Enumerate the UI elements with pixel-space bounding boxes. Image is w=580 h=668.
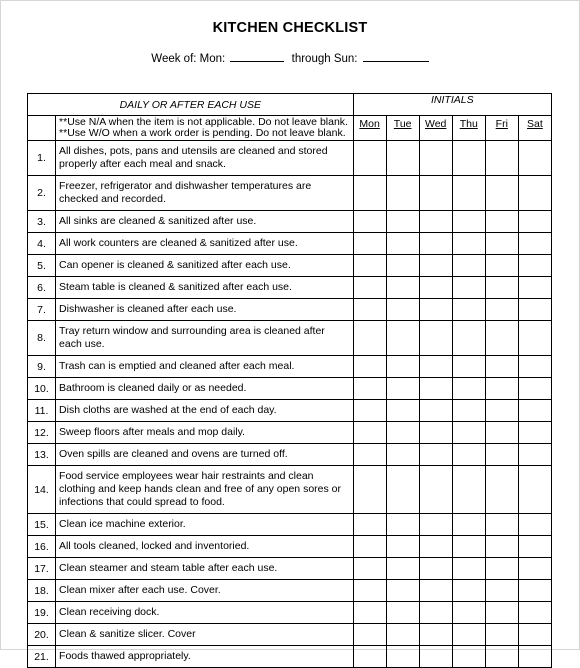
- initials-cell-fri[interactable]: [485, 558, 518, 580]
- initials-cell-fri[interactable]: [485, 176, 518, 211]
- initials-cell-tue[interactable]: [386, 580, 419, 602]
- initials-cell-tue[interactable]: [386, 211, 419, 233]
- initials-cell-tue[interactable]: [386, 176, 419, 211]
- initials-cell-fri[interactable]: [485, 277, 518, 299]
- task-text: Trash can is emptied and cleaned after each meal.: [56, 356, 354, 378]
- day-header-fri: Fri: [485, 116, 518, 141]
- initials-cell-fri[interactable]: [485, 141, 518, 176]
- initials-cell-wed[interactable]: [419, 299, 452, 321]
- initials-cell-fri[interactable]: [485, 378, 518, 400]
- task-text: All sinks are cleaned & sanitized after use.: [56, 211, 354, 233]
- note-num-cell: [28, 116, 56, 141]
- initials-cell-mon[interactable]: [353, 466, 386, 514]
- task-text: All dishes, pots, pans and utensils are cleaned and stored properly after each meal and snack.: [56, 141, 354, 176]
- initials-cell-wed[interactable]: [419, 624, 452, 646]
- task-text: Freezer, refrigerator and dishwasher temperatures are checked and recorded.: [56, 176, 354, 211]
- initials-cell-tue[interactable]: [386, 558, 419, 580]
- initials-cell-wed[interactable]: [419, 558, 452, 580]
- row-number: 7.: [28, 299, 56, 321]
- initials-cell-sat[interactable]: [518, 444, 551, 466]
- initials-cell-tue[interactable]: [386, 233, 419, 255]
- initials-cell-fri[interactable]: [485, 299, 518, 321]
- row-number: 9.: [28, 356, 56, 378]
- initials-cell-fri[interactable]: [485, 536, 518, 558]
- initials-cell-thu[interactable]: [452, 646, 485, 668]
- initials-cell-fri[interactable]: [485, 233, 518, 255]
- initials-cell-thu[interactable]: [452, 176, 485, 211]
- initials-cell-thu[interactable]: [452, 356, 485, 378]
- row-number: 1.: [28, 141, 56, 176]
- task-text: Clean receiving dock.: [56, 602, 354, 624]
- initials-cell-fri[interactable]: [485, 580, 518, 602]
- initials-cell-tue[interactable]: [386, 299, 419, 321]
- initials-cell-thu[interactable]: [452, 321, 485, 356]
- initials-cell-fri[interactable]: [485, 356, 518, 378]
- note-na: **Use N/A when the item is not applicable. Do not leave blank.: [59, 116, 348, 128]
- task-text: All work counters are cleaned & sanitized after use.: [56, 233, 354, 255]
- task-text: Bathroom is cleaned daily or as needed.: [56, 378, 354, 400]
- initials-cell-sat[interactable]: [518, 255, 551, 277]
- task-text: All tools cleaned, locked and inventoried.: [56, 536, 354, 558]
- row-number: 11.: [28, 400, 56, 422]
- initials-cell-wed[interactable]: [419, 176, 452, 211]
- initials-cell-tue[interactable]: [386, 255, 419, 277]
- initials-cell-sat[interactable]: [518, 422, 551, 444]
- initials-cell-thu[interactable]: [452, 444, 485, 466]
- initials-cell-tue[interactable]: [386, 400, 419, 422]
- initials-header: INITIALS: [353, 94, 551, 116]
- initials-cell-sat[interactable]: [518, 321, 551, 356]
- week-sun-blank[interactable]: [363, 51, 429, 62]
- checklist-row: [28, 624, 552, 646]
- row-number: 14.: [28, 466, 56, 514]
- initials-cell-mon[interactable]: [353, 255, 386, 277]
- initials-cell-wed[interactable]: [419, 400, 452, 422]
- initials-cell-tue[interactable]: [386, 378, 419, 400]
- initials-cell-tue[interactable]: [386, 277, 419, 299]
- initials-cell-thu[interactable]: [452, 211, 485, 233]
- initials-cell-mon[interactable]: [353, 624, 386, 646]
- initials-cell-tue[interactable]: [386, 514, 419, 536]
- task-text: Oven spills are cleaned and ovens are turned off.: [56, 444, 354, 466]
- checklist-row: [28, 141, 552, 176]
- initials-cell-mon[interactable]: [353, 422, 386, 444]
- initials-cell-thu[interactable]: [452, 558, 485, 580]
- initials-cell-tue[interactable]: [386, 536, 419, 558]
- checklist-row: [28, 211, 552, 233]
- initials-cell-fri[interactable]: [485, 514, 518, 536]
- initials-cell-sat[interactable]: [518, 514, 551, 536]
- initials-cell-thu[interactable]: [452, 536, 485, 558]
- note-wo: **Use W/O when a work order is pending. Do not leave blank.: [59, 127, 346, 139]
- day-header-sat: Sat: [518, 116, 551, 141]
- initials-cell-sat[interactable]: [518, 299, 551, 321]
- row-number: 6.: [28, 277, 56, 299]
- task-text: Dishwasher is cleaned after each use.: [56, 299, 354, 321]
- initials-cell-fri[interactable]: [485, 400, 518, 422]
- initials-cell-wed[interactable]: [419, 602, 452, 624]
- initials-cell-tue[interactable]: [386, 422, 419, 444]
- initials-cell-fri[interactable]: [485, 444, 518, 466]
- initials-cell-mon[interactable]: [353, 558, 386, 580]
- initials-cell-wed[interactable]: [419, 444, 452, 466]
- row-number: 15.: [28, 514, 56, 536]
- initials-cell-thu[interactable]: [452, 255, 485, 277]
- checklist-row: [28, 422, 552, 444]
- row-number: 8.: [28, 321, 56, 356]
- initials-cell-mon[interactable]: [353, 233, 386, 255]
- initials-cell-thu[interactable]: [452, 602, 485, 624]
- checklist-row: [28, 378, 552, 400]
- checklist-row: [28, 580, 552, 602]
- initials-cell-wed[interactable]: [419, 536, 452, 558]
- initials-cell-fri[interactable]: [485, 422, 518, 444]
- initials-cell-mon[interactable]: [353, 176, 386, 211]
- row-number: 2.: [28, 176, 56, 211]
- initials-cell-fri[interactable]: [485, 466, 518, 514]
- initials-cell-wed[interactable]: [419, 211, 452, 233]
- initials-cell-wed[interactable]: [419, 514, 452, 536]
- initials-cell-sat[interactable]: [518, 602, 551, 624]
- initials-cell-fri[interactable]: [485, 255, 518, 277]
- week-line: [0, 51, 580, 65]
- initials-cell-wed[interactable]: [419, 255, 452, 277]
- page-title: KITCHEN CHECKLIST: [212, 20, 368, 36]
- row-number: 10.: [28, 378, 56, 400]
- checklist-row: [28, 176, 552, 211]
- initials-cell-mon[interactable]: [353, 356, 386, 378]
- initials-cell-fri[interactable]: [485, 602, 518, 624]
- task-text: Sweep floors after meals and mop daily.: [56, 422, 354, 444]
- initials-cell-wed[interactable]: [419, 233, 452, 255]
- checklist-row: [28, 514, 552, 536]
- initials-cell-tue[interactable]: [386, 444, 419, 466]
- initials-cell-sat[interactable]: [518, 378, 551, 400]
- checklist-row: [28, 646, 552, 668]
- initials-cell-fri[interactable]: [485, 624, 518, 646]
- initials-cell-sat[interactable]: [518, 211, 551, 233]
- initials-cell-sat[interactable]: [518, 356, 551, 378]
- task-text: Clean ice machine exterior.: [56, 514, 354, 536]
- initials-cell-sat[interactable]: [518, 141, 551, 176]
- initials-cell-sat[interactable]: [518, 233, 551, 255]
- initials-cell-mon[interactable]: [353, 444, 386, 466]
- initials-cell-mon[interactable]: [353, 646, 386, 668]
- checklist-table: [27, 93, 552, 668]
- task-text: Steam table is cleaned & sanitized after each use.: [56, 277, 354, 299]
- checklist-row: [28, 602, 552, 624]
- initials-cell-sat[interactable]: [518, 277, 551, 299]
- task-text: Clean & sanitize slicer. Cover: [56, 624, 354, 646]
- task-text: Foods thawed appropriately.: [56, 646, 354, 668]
- initials-cell-mon[interactable]: [353, 277, 386, 299]
- task-text: Food service employees wear hair restraints and clean clothing and keep hands clean and free of any open sores or infections that could spread to food.: [56, 466, 354, 514]
- initials-cell-sat[interactable]: [518, 580, 551, 602]
- task-text: Tray return window and surrounding area is cleaned after each use.: [56, 321, 354, 356]
- checklist-row: [28, 299, 552, 321]
- initials-cell-thu[interactable]: [452, 141, 485, 176]
- week-sun-label: through Sun:: [291, 53, 358, 65]
- initials-cell-wed[interactable]: [419, 422, 452, 444]
- week-mon-blank[interactable]: [230, 51, 284, 62]
- initials-cell-tue[interactable]: [386, 321, 419, 356]
- initials-cell-thu[interactable]: [452, 277, 485, 299]
- initials-cell-mon[interactable]: [353, 378, 386, 400]
- initials-cell-thu[interactable]: [452, 378, 485, 400]
- row-number: 19.: [28, 602, 56, 624]
- checklist-row: [28, 466, 552, 514]
- section-header: DAILY OR AFTER EACH USE: [28, 94, 354, 116]
- initials-cell-wed[interactable]: [419, 646, 452, 668]
- checklist-row: [28, 321, 552, 356]
- initials-cell-mon[interactable]: [353, 321, 386, 356]
- initials-cell-thu[interactable]: [452, 400, 485, 422]
- day-header-thu: Thu: [452, 116, 485, 141]
- initials-cell-thu[interactable]: [452, 422, 485, 444]
- task-text: Clean mixer after each use. Cover.: [56, 580, 354, 602]
- row-number: 20.: [28, 624, 56, 646]
- initials-cell-fri[interactable]: [485, 646, 518, 668]
- row-number: 13.: [28, 444, 56, 466]
- initials-cell-tue[interactable]: [386, 624, 419, 646]
- checklist-row: [28, 536, 552, 558]
- day-header-wed: Wed: [419, 116, 452, 141]
- initials-cell-sat[interactable]: [518, 536, 551, 558]
- row-number: 12.: [28, 422, 56, 444]
- initials-cell-thu[interactable]: [452, 514, 485, 536]
- initials-cell-thu[interactable]: [452, 299, 485, 321]
- initials-cell-fri[interactable]: [485, 211, 518, 233]
- checklist-row: [28, 277, 552, 299]
- initials-cell-tue[interactable]: [386, 646, 419, 668]
- task-text: Can opener is cleaned & sanitized after each use.: [56, 255, 354, 277]
- initials-cell-wed[interactable]: [419, 277, 452, 299]
- initials-cell-mon[interactable]: [353, 602, 386, 624]
- initials-cell-tue[interactable]: [386, 141, 419, 176]
- checklist-row: [28, 356, 552, 378]
- initials-cell-wed[interactable]: [419, 356, 452, 378]
- initials-cell-thu[interactable]: [452, 624, 485, 646]
- row-number: 4.: [28, 233, 56, 255]
- initials-cell-mon[interactable]: [353, 514, 386, 536]
- initials-cell-mon[interactable]: [353, 580, 386, 602]
- week-mon-label: Week of: Mon:: [151, 53, 226, 65]
- initials-cell-wed[interactable]: [419, 141, 452, 176]
- initials-cell-mon[interactable]: [353, 299, 386, 321]
- initials-cell-wed[interactable]: [419, 321, 452, 356]
- initials-cell-mon[interactable]: [353, 400, 386, 422]
- row-number: 17.: [28, 558, 56, 580]
- initials-cell-mon[interactable]: [353, 536, 386, 558]
- initials-cell-tue[interactable]: [386, 466, 419, 514]
- initials-cell-wed[interactable]: [419, 580, 452, 602]
- checklist-row: [28, 255, 552, 277]
- row-number: 5.: [28, 255, 56, 277]
- checklist-body: [28, 94, 552, 668]
- row-number: 16.: [28, 536, 56, 558]
- initials-cell-sat[interactable]: [518, 624, 551, 646]
- initials-cell-mon[interactable]: [353, 211, 386, 233]
- checklist-row: [28, 558, 552, 580]
- day-header-tue: Tue: [386, 116, 419, 141]
- initials-cell-wed[interactable]: [419, 378, 452, 400]
- initials-cell-fri[interactable]: [485, 321, 518, 356]
- initials-cell-sat[interactable]: [518, 466, 551, 514]
- initials-cell-tue[interactable]: [386, 356, 419, 378]
- checklist-row: [28, 233, 552, 255]
- row-number: 18.: [28, 580, 56, 602]
- initials-cell-tue[interactable]: [386, 602, 419, 624]
- initials-cell-sat[interactable]: [518, 646, 551, 668]
- checklist-row: [28, 400, 552, 422]
- initials-cell-mon[interactable]: [353, 141, 386, 176]
- task-text: Dish cloths are washed at the end of each day.: [56, 400, 354, 422]
- initials-cell-thu[interactable]: [452, 580, 485, 602]
- initials-cell-thu[interactable]: [452, 233, 485, 255]
- initials-cell-wed[interactable]: [419, 466, 452, 514]
- initials-cell-sat[interactable]: [518, 558, 551, 580]
- day-header-mon: Mon: [353, 116, 386, 141]
- initials-cell-sat[interactable]: [518, 400, 551, 422]
- row-number: 3.: [28, 211, 56, 233]
- initials-cell-thu[interactable]: [452, 466, 485, 514]
- row-number: 21.: [28, 646, 56, 668]
- initials-cell-sat[interactable]: [518, 176, 551, 211]
- instructions-note: [56, 116, 354, 141]
- checklist-row: [28, 444, 552, 466]
- task-text: Clean steamer and steam table after each use.: [56, 558, 354, 580]
